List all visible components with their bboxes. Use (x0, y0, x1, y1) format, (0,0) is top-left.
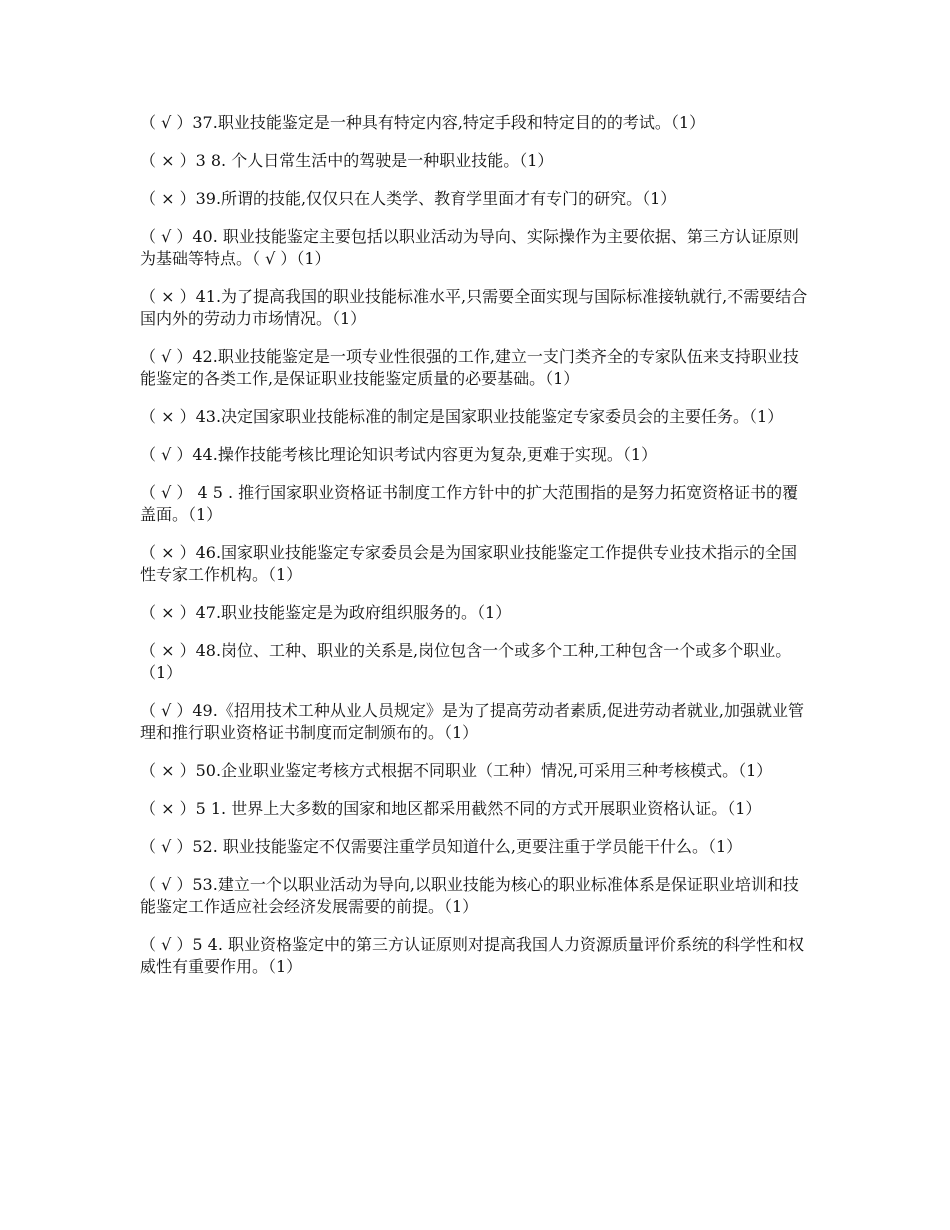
question-39: （ × ）39.所谓的技能,仅仅只在人类学、教育学里面才有专门的研究。（1） (140, 189, 677, 208)
question-53: （ √ ）53.建立一个以职业活动为导向,以职业技能为核心的职业标准体系是保证职业培训和技能鉴定工作适应社会经济发展需要的前提。（1） (140, 875, 799, 916)
question-47: （ × ）47.职业技能鉴定是为政府组织服务的。（1） (140, 603, 512, 622)
question-44: （ √ ）44.操作技能考核比理论知识考试内容更为复杂,更难于实现。（1） (140, 445, 658, 464)
question-52: （ √ ）52. 职业技能鉴定不仅需要注重学员知道什么,更要注重于学员能干什么。（1） (140, 837, 743, 856)
question-38: （ × ）3 8. 个人日常生活中的驾驶是一种职业技能。（1） (140, 151, 554, 170)
question-50: （ × ）50.企业职业鉴定考核方式根据不同职业（工种）情况,可采用三种考核模式。（1） (140, 761, 773, 780)
question-45: （ √ ） 4 5 . 推行国家职业资格证书制度工作方针中的扩大范围指的是努力拓宽资格证书的覆盖面。（1） (140, 483, 799, 524)
question-43: （ × ）43.决定国家职业技能标准的制定是国家职业技能鉴定专家委员会的主要任务。（1） (140, 407, 784, 426)
question-49: （ √ ）49.《招用技术工种从业人员规定》是为了提高劳动者素质,促进劳动者就业,加强就业管理和推行职业资格证书制度而定制颁布的。（1） (140, 701, 804, 742)
question-42: （ √ ）42.职业技能鉴定是一项专业性很强的工作,建立一支门类齐全的专家队伍来支持职业技能鉴定的各类工作,是保证职业技能鉴定质量的必要基础。（1） (140, 347, 799, 388)
question-48: （ × ）48.岗位、工种、职业的关系是,岗位包含一个或多个工种,工种包含一个或多个职业。（1） (140, 641, 792, 682)
question-list (140, 112, 812, 994)
question-41: （ × ）41.为了提高我国的职业技能标准水平,只需要全面实现与国际标准接轨就行,不需要结合国内外的劳动力市场情况。（1） (140, 287, 808, 328)
question-40: （ √ ）40. 职业技能鉴定主要包括以职业活动为导向、实际操作为主要依据、第三方认证原则为基础等特点。（ √ ）（1） (140, 227, 799, 268)
question-51: （ × ）5 1. 世界上大多数的国家和地区都采用截然不同的方式开展职业资格认证。（1） (140, 799, 762, 818)
question-37: （ √ ）37.职业技能鉴定是一种具有特定内容,特定手段和特定目的的考试。（1） (140, 113, 706, 132)
question-46: （ × ）46.国家职业技能鉴定专家委员会是为国家职业技能鉴定工作提供专业技术指示的全国性专家工作机构。（1） (140, 543, 798, 584)
question-54: （ √ ）5 4. 职业资格鉴定中的第三方认证原则对提高我国人力资源质量评价系统的科学性和权威性有重要作用。（1） (140, 935, 804, 976)
